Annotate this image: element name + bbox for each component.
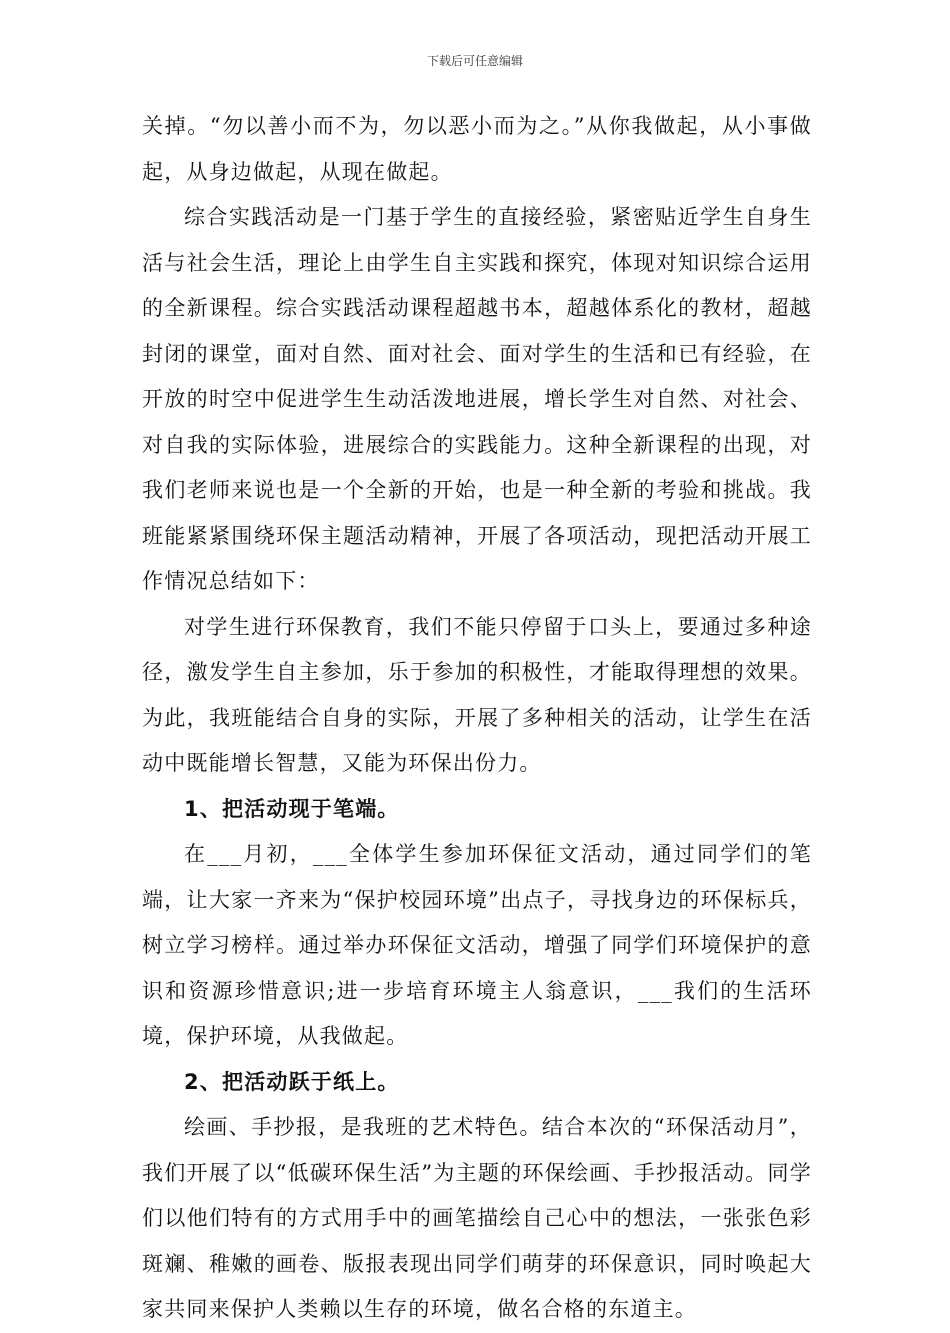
paragraph-essay-activity: 在___月初，___全体学生参加环保征文活动，通过同学们的笔端，让大家一齐来为“保护校园环境”出点子，寻找身边的环保标兵，树立学习榜样。通过举办环保征文活动，增强了同学们环境保护的意识和资源珍惜意识;进一步培育环境主人翁意识，___我们的生活环境，保护环境，从我做起。 <box>142 842 812 1048</box>
document-body <box>142 104 812 1333</box>
page-header: 下载后可任意编辑 <box>426 54 523 68</box>
paragraph-intro: 综合实践活动是一门基于学生的直接经验，紧密贴近学生自身生活与社会生活，理论上由学生自主实践和探究，体现对知识综合运用的全新课程。综合实践活动课程超越书本，超越体系化的教材，超越封闭的课堂，面对自然、面对社会、面对学生的生活和已有经验，在开放的时空中促进学生生动活泼地进展，增长学生对自然、对社会、对自我的实际体验，进展综合的实践能力。这种全新课程的出现，对我们老师来说也是一个全新的开始，也是一种全新的考验和挑战。我班能紧紧围绕环保主题活动精神，开展了各项活动，现把活动开展工作情况总结如下： <box>142 205 812 593</box>
section-heading-1: 1、把活动现于笔端。 <box>184 796 400 821</box>
paragraph-drawing-activity: 绘画、手抄报，是我班的艺术特色。结合本次的“环保活动月”，我们开展了以“低碳环保生活”为主题的环保绘画、手抄报活动。同学们以他们特有的方式用手中的画笔描绘自己心中的想法，一张张色彩斑斓、稚嫩的画卷、版报表现出同学们萌芽的环保意识，同时唤起大家共同来保护人类赖以生存的环境，做名合格的东道主。 <box>142 1115 812 1321</box>
paragraph-education: 对学生进行环保教育，我们不能只停留于口头上，要通过多种途径，激发学生自主参加，乐于参加的积极性，才能取得理想的效果。为此，我班能结合自身的实际，开展了多种相关的活动，让学生在活动中既能增长智慧，又能为环保出份力。 <box>142 614 812 775</box>
paragraph-continued: 关掉。“勿以善小而不为，勿以恶小而为之。”从你我做起，从小事做起，从身边做起，从现在做起。 <box>142 114 812 184</box>
section-heading-2: 2、把活动跃于纸上。 <box>184 1069 400 1094</box>
